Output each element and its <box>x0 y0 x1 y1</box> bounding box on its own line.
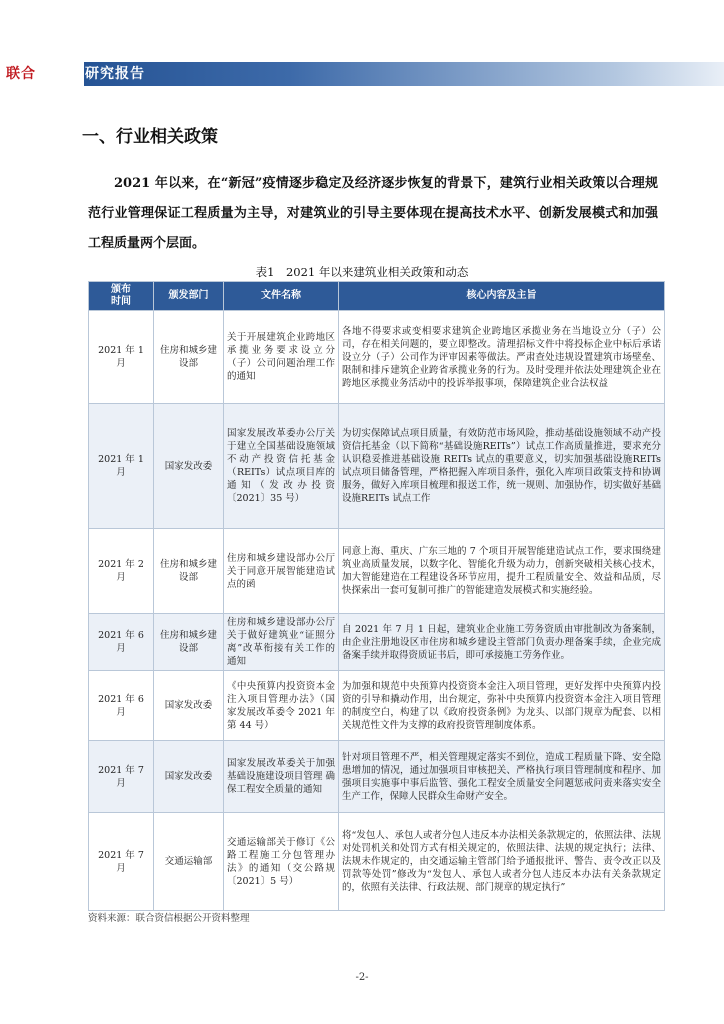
table-caption: 表1 2021 年以来建筑业相关政策和动态 <box>255 265 469 279</box>
cell-time: 2021 年 7 月 <box>89 741 154 813</box>
table-row <box>89 813 665 911</box>
cell-dept: 住房和城乡建设部 <box>154 311 224 404</box>
cell-dept: 国家发改委 <box>154 671 224 741</box>
cell-dept: 国家发改委 <box>154 741 224 813</box>
intro-paragraph: 2021 年以来，在“新冠”疫情逐步稳定及经济逐步恢复的背景下，建筑行业相关政策以合理规范行业管理保证工程质量为主导，对建筑业的引导主要体现在提高技术水平、创新发展模式和加强工程质量两个层面。 <box>88 176 658 251</box>
table-row <box>89 404 665 529</box>
cell-time: 2021 年 6 月 <box>89 614 154 671</box>
header-time: 颁布 时间 <box>89 282 154 311</box>
table-row <box>89 529 665 614</box>
cell-doc: 关于开展建筑企业跨地区承揽业务要求设立分（子）公司问题治理工作的通知 <box>224 311 339 404</box>
cell-dept: 住房和城乡建设部 <box>154 529 224 614</box>
cell-core: 将“发包人、承包人或者分包人违反本办法相关条款规定的，依照法律、法规对处罚机关和处罚方式有相关规定的，依照法律、法规的规定执行；法律、法规未作规定的，由交通运输主管部门给予通报批评、警告、责令改正以及罚款等处罚”修改为“发包人、承包人或者分包人违反本办法有关条款规定的，依照有关法律、行政法规、部门规章的规定执行” <box>339 813 665 911</box>
cell-dept: 交通运输部 <box>154 813 224 911</box>
cell-dept: 住房和城乡建设部 <box>154 614 224 671</box>
cell-doc: 国家发展改革委办公厅关于建立全国基础设施领域不动产投资信托基金（REITs）试点项目库的通知（发改办投资〔2021〕35 号） <box>224 404 339 529</box>
cell-time: 2021 年 1 月 <box>89 311 154 404</box>
brand-name: 联合 <box>6 66 36 82</box>
header-dept: 颁发部门 <box>154 282 224 311</box>
cell-doc: 住房和城乡建设部办公厅关于同意开展智能建造试点的函 <box>224 529 339 614</box>
source-note: 资料来源：联合资信根据公开资料整理 <box>88 913 250 924</box>
table-header-row <box>89 282 665 311</box>
table-row <box>89 741 665 813</box>
cell-core: 同意上海、重庆、广东三地的 7 个项目开展智能建造试点工作，要求围绕建筑业高质量发展，以数字化、智能化升级为动力，创新突破相关核心技术，加大智能建造在工程建设各环节应用，提升工程质量安全、效益和品质，尽快探索出一套可复制可推广的智能建造发展模式和实施经验。 <box>339 529 665 614</box>
cell-doc: 交通运输部关于修订《公路工程施工分包管理办法》的通知（交公路规〔2021〕5 号） <box>224 813 339 911</box>
cell-doc: 国家发展改革委关于加强基础设施建设项目管理 确保工程安全质量的通知 <box>224 741 339 813</box>
cell-time: 2021 年 7 月 <box>89 813 154 911</box>
cell-core: 为切实保障试点项目质量，有效防范市场风险，推动基础设施领域不动产投资信托基金（以下简称“基础设施REITs”）试点工作高质量推进，要求充分认识稳妥推进基础设施 REITs 试点的重要意义，切实加强基础设施REITs 试点项目储备管理，严格把握入库项目条件，强化入库项目政策支持和协调服务，做好入库项目梳理和报送工作，统一规则、加强协作，切实做好基础设施REITs 试点工作 <box>339 404 665 529</box>
cell-doc: 《中央预算内投资资本金注入项目管理办法》（国家发展改革委令 2021 年第 44 号） <box>224 671 339 741</box>
policy-table <box>88 281 665 911</box>
cell-core: 各地不得要求或变相要求建筑企业跨地区承揽业务在当地设立分（子）公司，存在相关问题的，要立即整改。清理招标文件中将投标企业中标后承诺设立分（子）公司作为评审因素等做法。严肃查处违规设置建筑市场壁垒、限制和排斥建筑企业跨省承揽业务的行为。及时受理并依法处理建筑企业在跨地区承揽业务活动中的投诉举报事项，保障建筑企业合法权益 <box>339 311 665 404</box>
cell-doc: 住房和城乡建设部办公厅关于做好建筑业“证照分离”改革衔接有关工作的通知 <box>224 614 339 671</box>
cell-core: 针对项目管理不严，相关管理规定落实不到位，造成工程质量下降、安全隐患增加的情况，通过加强项目审核把关、严格执行项目管理制度和程序、加强项目实施事中事后监管、强化工程安全质量安全问题惩戒问责来落实安全生产工作，保障人民群众生命财产安全。 <box>339 741 665 813</box>
cell-time: 2021 年 6 月 <box>89 671 154 741</box>
section-heading: 一、行业相关政策 <box>82 127 218 147</box>
table-row <box>89 671 665 741</box>
table-row <box>89 311 665 404</box>
report-label: 研究报告 <box>85 66 145 82</box>
cell-time: 2021 年 2 月 <box>89 529 154 614</box>
report-header-bar <box>0 62 724 86</box>
cell-time: 2021 年 1 月 <box>89 404 154 529</box>
cell-core: 为加强和规范中央预算内投资资本金注入项目管理，更好发挥中央预算内投资的引导和撬动作用，出台规定，弥补中央预算内投资资本金注入项目管理的制度空白，构建了以《政府投资条例》为龙头、以部门规章为配套、以相关规范性文件为支撑的政府投资管理制度体系。 <box>339 671 665 741</box>
table-row <box>89 614 665 671</box>
cell-core: 自 2021 年 7 月 1 日起，建筑业企业施工劳务资质由审批制改为备案制，由企业注册地设区市住房和城乡建设主管部门负责办理备案手续，企业完成备案手续并取得资质证书后，即可承接施工劳务作业。 <box>339 614 665 671</box>
header-core: 核心内容及主旨 <box>339 282 665 311</box>
page-number: -2- <box>355 972 369 983</box>
header-doc: 文件名称 <box>224 282 339 311</box>
cell-dept: 国家发改委 <box>154 404 224 529</box>
